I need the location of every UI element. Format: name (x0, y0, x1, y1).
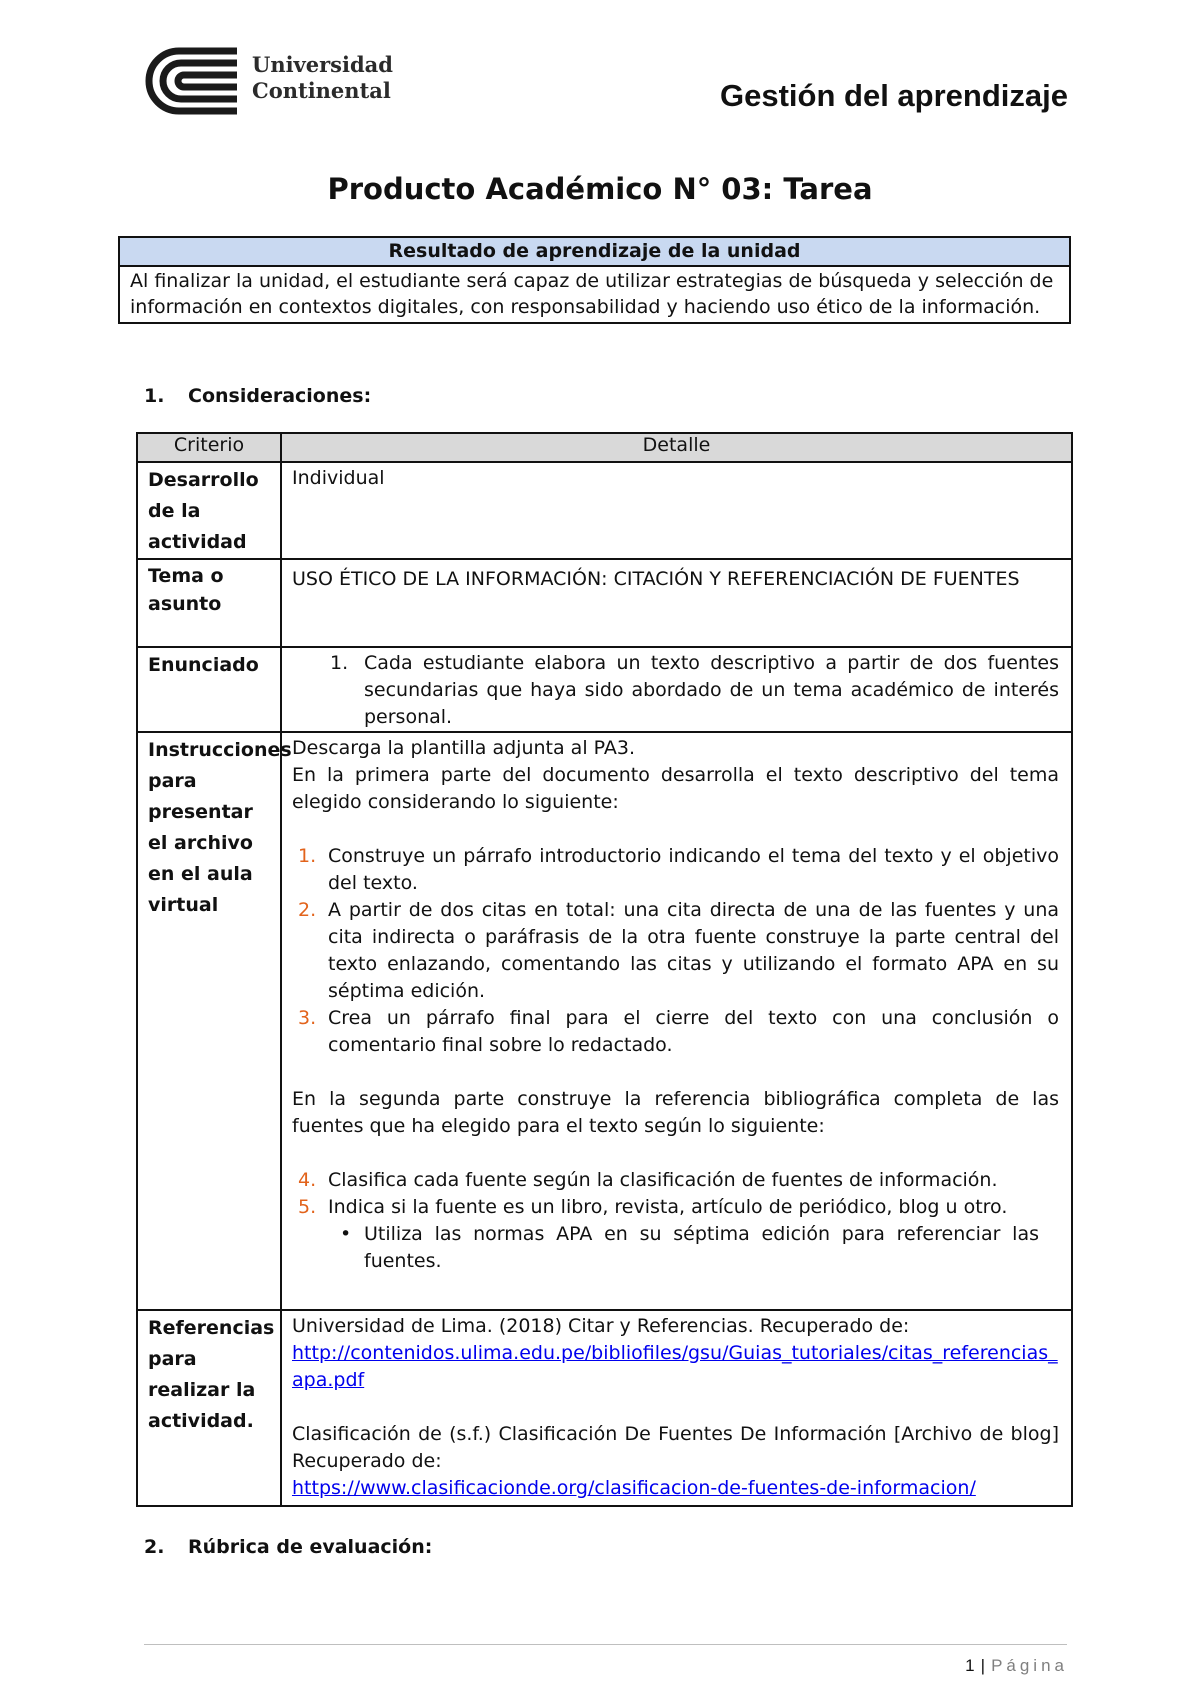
university-name: Universidad Continental (252, 52, 393, 103)
list-item: 3. Crea un párrafo final para el cierre del texto con una conclusión o comentario final sobre lo redactado. (298, 1007, 1059, 1056)
instruction-paragraph: En la primera parte del documento desarrolla el texto descriptivo del tema elegido considerando lo siguiente: (292, 764, 1059, 813)
instruction-paragraph: En la segunda parte construye la referencia bibliográfica completa de las fuentes que ha elegido para el texto según lo siguiente: (292, 1088, 1059, 1137)
instruction-list (292, 843, 1059, 1059)
learning-outcome-text: Al finalizar la unidad, el estudiante será capaz de utilizar estrategias de búsqueda y selección de información en contextos digitales, con responsabilidad y haciendo uso ético de la información. (130, 270, 1054, 318)
section-considerations: 1. Consideraciones: (144, 385, 372, 407)
page-word: Página (991, 1656, 1068, 1675)
bullet-icon: • (340, 1223, 352, 1245)
section-rubric: 2. Rúbrica de evaluación: (144, 1536, 433, 1558)
criterion-label: Tema o asunto (137, 559, 281, 647)
criterion-label: Referencias para realizar la actividad. (137, 1310, 281, 1506)
table-row (137, 462, 1072, 559)
reference-link-ulima[interactable]: http://contenidos.ulima.edu.pe/bibliofiles/gsu/Guias_tutoriales/citas_referencias_apa.pdf (292, 1342, 1058, 1391)
criterion-detail: USO ÉTICO DE LA INFORMACIÓN: CITACIÓN Y REFERENCIACIÓN DE FUENTES (281, 559, 1072, 647)
reference-text: Universidad de Lima. (2018) Citar y Referencias. Recuperado de: (292, 1315, 910, 1337)
table-row (137, 1310, 1072, 1506)
learning-outcome-box (118, 236, 1071, 324)
table-row (137, 559, 1072, 647)
criterion-label: Enunciado (137, 647, 281, 732)
table-row (137, 732, 1072, 1310)
instruction-list (292, 1167, 1059, 1221)
table-header-row (137, 433, 1072, 462)
criterion-detail (281, 732, 1072, 1310)
instruction-bullets (292, 1221, 1059, 1275)
column-header-detalle: Detalle (281, 433, 1072, 462)
criterion-label: Desarrollo de la actividad (137, 462, 281, 559)
list-item: 1. Construye un párrafo introductorio indicando el tema del texto y el objetivo del texto. (298, 845, 1059, 894)
list-item: • Utiliza las normas APA en su séptima edición para referenciar las fuentes. (340, 1223, 1039, 1272)
column-header-criterio: Criterio (137, 433, 281, 462)
criterion-label: Instrucciones para presentar el archivo en el aula virtual (137, 732, 281, 1310)
list-item: 4. Clasifica cada fuente según la clasificación de fuentes de información. (298, 1169, 998, 1191)
page-footer: 1 | Página (965, 1656, 1068, 1675)
table-row (137, 647, 1072, 732)
document-title: Producto Académico N° 03: Tarea (327, 172, 873, 206)
reference-link-clasificacionde[interactable]: https://www.clasificacionde.org/clasificacion-de-fuentes-de-informacion/ (292, 1477, 976, 1499)
instruction-paragraph: Descarga la plantilla adjunta al PA3. (292, 737, 636, 759)
criterion-detail (281, 647, 1072, 732)
list-item: 2. A partir de dos citas en total: una cita directa de una de las fuentes y una cita indirecta o paráfrasis de la otra fuente construye la parte central del texto enlazando, comentando las citas y utilizando el formato APA en su séptima edición. (298, 899, 1059, 1002)
list-item: 5. Indica si la fuente es un libro, revista, artículo de periódico, blog u otro. (298, 1196, 1008, 1218)
list-item: 1. Cada estudiante elabora un texto descriptivo a partir de dos fuentes secundarias que haya sido abordado de un tema académico de interés personal. (330, 652, 1059, 728)
reference-text: Clasificación de (s.f.) Clasificación De Fuentes De Información [Archivo de blog] Recuperado de: (292, 1423, 1059, 1472)
criterion-detail: Individual (281, 462, 1072, 559)
criterion-detail (281, 1310, 1072, 1506)
learning-outcome-heading: Resultado de aprendizaje de la unidad (120, 238, 1069, 267)
header-title: Gestión del aprendizaje (720, 78, 1068, 113)
footer-divider (144, 1644, 1067, 1645)
statement-list (292, 650, 1059, 731)
criteria-table (136, 432, 1073, 1507)
page-number: 1 (965, 1656, 975, 1675)
